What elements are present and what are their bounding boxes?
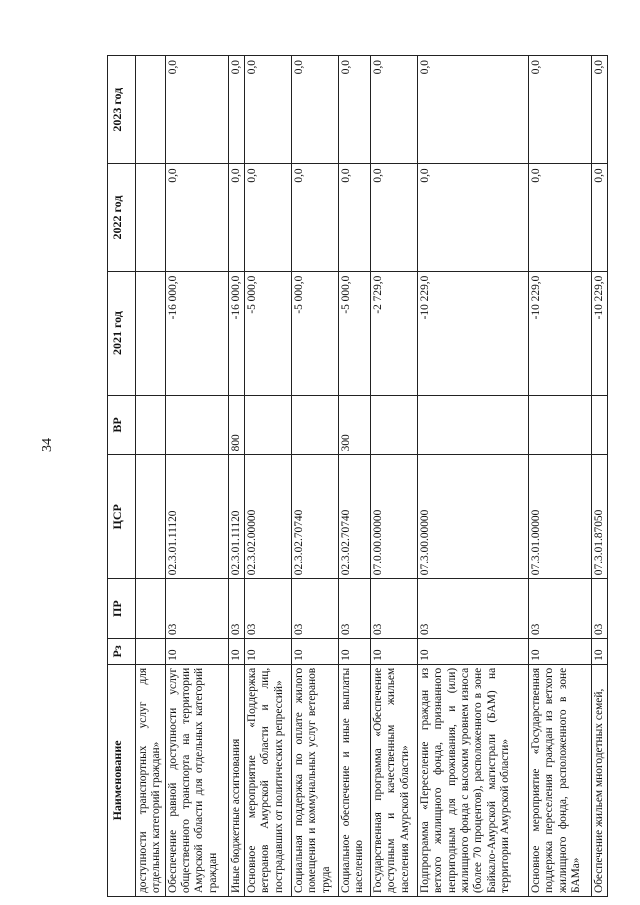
cell-rz: 10 bbox=[339, 639, 371, 665]
cell-csr: 02.3.02.00000 bbox=[245, 455, 292, 579]
table-row bbox=[136, 56, 166, 897]
cell-pr bbox=[136, 579, 166, 639]
cell-2022: 0,0 bbox=[339, 164, 371, 271]
cell-2022: 0,0 bbox=[228, 164, 244, 271]
cell-2023: 0,0 bbox=[592, 56, 608, 164]
header-pr: ПР bbox=[108, 579, 136, 639]
header-vr: ВР bbox=[108, 395, 136, 455]
cell-name: Иные бюджетные ассигнования bbox=[228, 664, 244, 896]
table-row bbox=[418, 56, 529, 897]
cell-pr: 03 bbox=[592, 579, 608, 639]
cell-csr: 07.3.01.00000 bbox=[529, 455, 592, 579]
header-rz: Рз bbox=[108, 639, 136, 665]
header-csr: ЦСР bbox=[108, 455, 136, 579]
cell-name: доступности транспортных услуг для отдельных категорий граждан» bbox=[136, 664, 166, 896]
table-header-row bbox=[108, 56, 136, 897]
cell-csr: 02.3.01.11120 bbox=[228, 455, 244, 579]
cell-vr bbox=[371, 395, 418, 455]
cell-pr: 03 bbox=[339, 579, 371, 639]
cell-vr: 800 bbox=[228, 395, 244, 455]
cell-csr: 07.3.01.87050 bbox=[592, 455, 608, 579]
cell-rz: 10 bbox=[292, 639, 339, 665]
page-number: 34 bbox=[40, 438, 55, 452]
cell-rz bbox=[136, 639, 166, 665]
cell-name: Государственная программа «Обеспечение доступным и качественным жильем населения Амурской области» bbox=[371, 664, 418, 896]
cell-pr: 03 bbox=[292, 579, 339, 639]
cell-vr bbox=[529, 395, 592, 455]
cell-2021: -5 000,0 bbox=[339, 271, 371, 395]
cell-vr bbox=[292, 395, 339, 455]
cell-vr bbox=[136, 395, 166, 455]
cell-name: Подпрограмма «Переселение граждан из ветхого жилищного фонда, признанного непригодным для проживания, и (или) жилищного фонда с высоким уровнем износа (более 70 процентов), расположенного в зоне Байкало-Амурской магистрали (БАМ) на территории Амурской области» bbox=[418, 664, 529, 896]
cell-2022: 0,0 bbox=[529, 164, 592, 271]
cell-name: Обеспечение жильем многодетных семей, bbox=[592, 664, 608, 896]
cell-pr: 03 bbox=[228, 579, 244, 639]
cell-csr: 02.3.01.11120 bbox=[165, 455, 228, 579]
cell-rz: 10 bbox=[245, 639, 292, 665]
cell-2021 bbox=[136, 271, 166, 395]
cell-2021: -5 000,0 bbox=[292, 271, 339, 395]
header-2022: 2022 год bbox=[108, 164, 136, 271]
cell-2023 bbox=[136, 56, 166, 164]
header-name: Наименование bbox=[108, 664, 136, 896]
table-row bbox=[228, 56, 244, 897]
cell-2021: -10 229,0 bbox=[529, 271, 592, 395]
cell-pr: 03 bbox=[418, 579, 529, 639]
cell-vr bbox=[418, 395, 529, 455]
cell-2021: -16 000,0 bbox=[228, 271, 244, 395]
cell-pr: 03 bbox=[371, 579, 418, 639]
cell-name: Социальное обеспечение и иные выплаты населению bbox=[339, 664, 371, 896]
cell-2023: 0,0 bbox=[529, 56, 592, 164]
header-2023: 2023 год bbox=[108, 56, 136, 164]
table-row bbox=[592, 56, 608, 897]
table-row bbox=[245, 56, 292, 897]
cell-pr: 03 bbox=[529, 579, 592, 639]
cell-pr: 03 bbox=[165, 579, 228, 639]
cell-2022: 0,0 bbox=[165, 164, 228, 271]
cell-rz: 10 bbox=[165, 639, 228, 665]
cell-2023: 0,0 bbox=[418, 56, 529, 164]
cell-csr: 07.3.00.00000 bbox=[418, 455, 529, 579]
cell-vr bbox=[245, 395, 292, 455]
table-row bbox=[529, 56, 592, 897]
cell-name: Основное мероприятие «Поддержка ветеранов Амурской области и лиц, пострадавших от политических репрессий» bbox=[245, 664, 292, 896]
cell-csr bbox=[136, 455, 166, 579]
cell-name: Социальная поддержка по оплате жилого помещения и коммунальных услуг ветеранов труда bbox=[292, 664, 339, 896]
cell-2021: -10 229,0 bbox=[592, 271, 608, 395]
cell-2023: 0,0 bbox=[292, 56, 339, 164]
cell-vr bbox=[165, 395, 228, 455]
cell-2022: 0,0 bbox=[371, 164, 418, 271]
cell-rz: 10 bbox=[529, 639, 592, 665]
cell-2021: -16 000,0 bbox=[165, 271, 228, 395]
header-2021: 2021 год bbox=[108, 271, 136, 395]
cell-2021: -5 000,0 bbox=[245, 271, 292, 395]
cell-2023: 0,0 bbox=[371, 56, 418, 164]
cell-rz: 10 bbox=[592, 639, 608, 665]
cell-2022: 0,0 bbox=[245, 164, 292, 271]
cell-2023: 0,0 bbox=[245, 56, 292, 164]
cell-2023: 0,0 bbox=[228, 56, 244, 164]
cell-pr: 03 bbox=[245, 579, 292, 639]
cell-2021: -2 729,0 bbox=[371, 271, 418, 395]
budget-table bbox=[107, 55, 608, 897]
cell-csr: 07.0.00.00000 bbox=[371, 455, 418, 579]
cell-rz: 10 bbox=[418, 639, 529, 665]
cell-2022 bbox=[136, 164, 166, 271]
rotated-page-content bbox=[107, 55, 606, 897]
table-row bbox=[339, 56, 371, 897]
cell-csr: 02.3.02.70740 bbox=[292, 455, 339, 579]
cell-name: Обеспечение равной доступности услуг общественного транспорта на территории Амурской области для отдельных категорий граждан bbox=[165, 664, 228, 896]
cell-2021: -10 229,0 bbox=[418, 271, 529, 395]
cell-csr: 02.3.02.70740 bbox=[339, 455, 371, 579]
cell-2022: 0,0 bbox=[292, 164, 339, 271]
cell-2022: 0,0 bbox=[592, 164, 608, 271]
cell-2023: 0,0 bbox=[339, 56, 371, 164]
table-row bbox=[165, 56, 228, 897]
cell-2023: 0,0 bbox=[165, 56, 228, 164]
cell-vr bbox=[592, 395, 608, 455]
cell-vr: 300 bbox=[339, 395, 371, 455]
table-row bbox=[292, 56, 339, 897]
cell-rz: 10 bbox=[228, 639, 244, 665]
table-row bbox=[371, 56, 418, 897]
cell-2022: 0,0 bbox=[418, 164, 529, 271]
cell-name: Основное мероприятие «Государственная поддержка переселения граждан из ветхого жилищного фонда, расположенного в зоне БАМа» bbox=[529, 664, 592, 896]
cell-rz: 10 bbox=[371, 639, 418, 665]
